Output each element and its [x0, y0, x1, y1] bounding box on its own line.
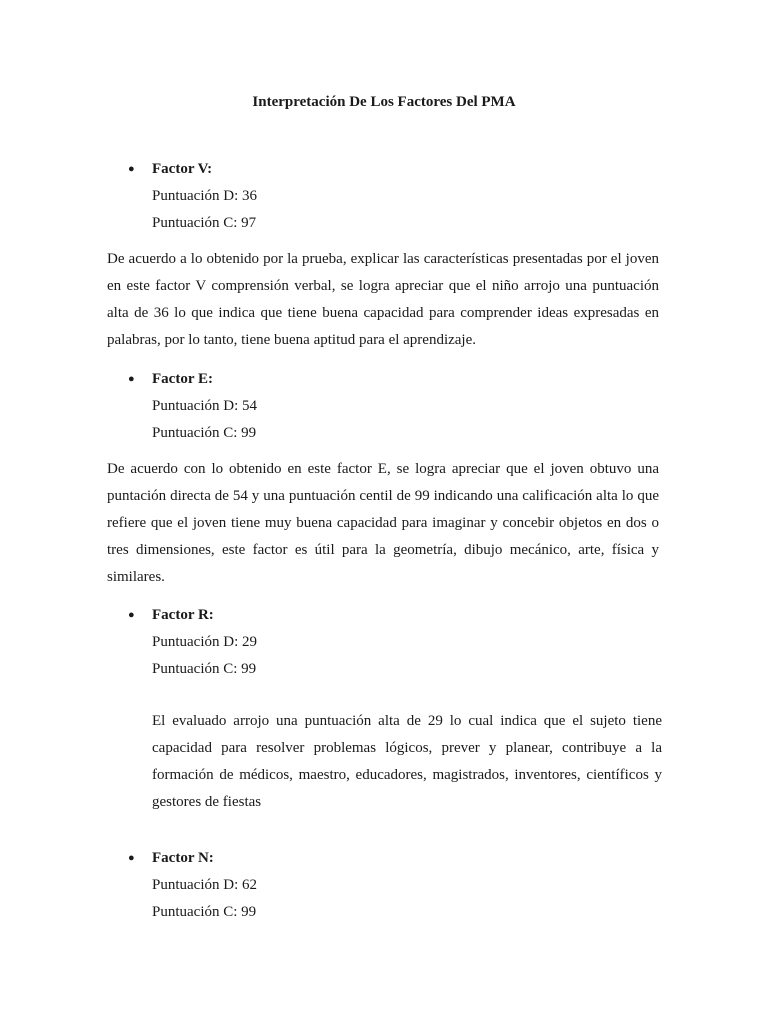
factor-v-name: Factor V:	[152, 161, 213, 177]
bullet-icon: ●	[128, 852, 135, 864]
factor-v-paragraph: De acuerdo a lo obtenido por la prueba, explicar las características presentadas por el joven en este factor V comprensión verbal, se logra apreciar que el niño arrojo una puntuación alta de 36 lo que indica que tiene buena capacidad para comprender ideas expresadas en palabras, por lo tanto, tiene buena aptitud para el aprendizaje.	[107, 251, 659, 348]
factor-r-paragraph: El evaluado arrojo una puntuación alta de 29 lo cual indica que el sujeto tiene capacidad para resolver problemas lógicos, prever y planear, contribuye a la formación de médicos, maestro, educadores, magistrados, inventores, científicos y gestores de fiestas	[152, 713, 662, 810]
factor-r-score-d: Puntuación D: 29	[152, 634, 257, 650]
bullet-icon: ●	[128, 373, 135, 385]
factor-e-paragraph: De acuerdo con lo obtenido en este factor E, se logra apreciar que el joven obtuvo una puntación directa de 54 y una puntuación centil de 99 indicando una calificación alta lo que refiere que el joven tiene muy buena capacidad para imaginar y concebir objetos en dos o tres dimensiones, este factor es útil para la geometría, dibujo mecánico, arte, física y similares.	[107, 461, 659, 585]
factor-r-name: Factor R:	[152, 607, 214, 623]
factor-e-score-c: Puntuación C: 99	[152, 425, 257, 441]
bullet-icon: ●	[128, 163, 135, 175]
factor-e-score-d: Puntuación D: 54	[152, 398, 257, 414]
factor-r-score-c: Puntuación C: 99	[152, 661, 257, 677]
factor-v-score-c: Puntuación C: 97	[152, 215, 257, 231]
document-title: Interpretación De Los Factores Del PMA	[252, 94, 516, 110]
factor-n-score-d: Puntuación D: 62	[152, 877, 257, 893]
factor-e-name: Factor E:	[152, 371, 213, 387]
factor-n-name: Factor N:	[152, 850, 214, 866]
factor-n-score-c: Puntuación C: 99	[152, 904, 257, 920]
factor-v-score-d: Puntuación D: 36	[152, 188, 257, 204]
bullet-icon: ●	[128, 609, 135, 621]
